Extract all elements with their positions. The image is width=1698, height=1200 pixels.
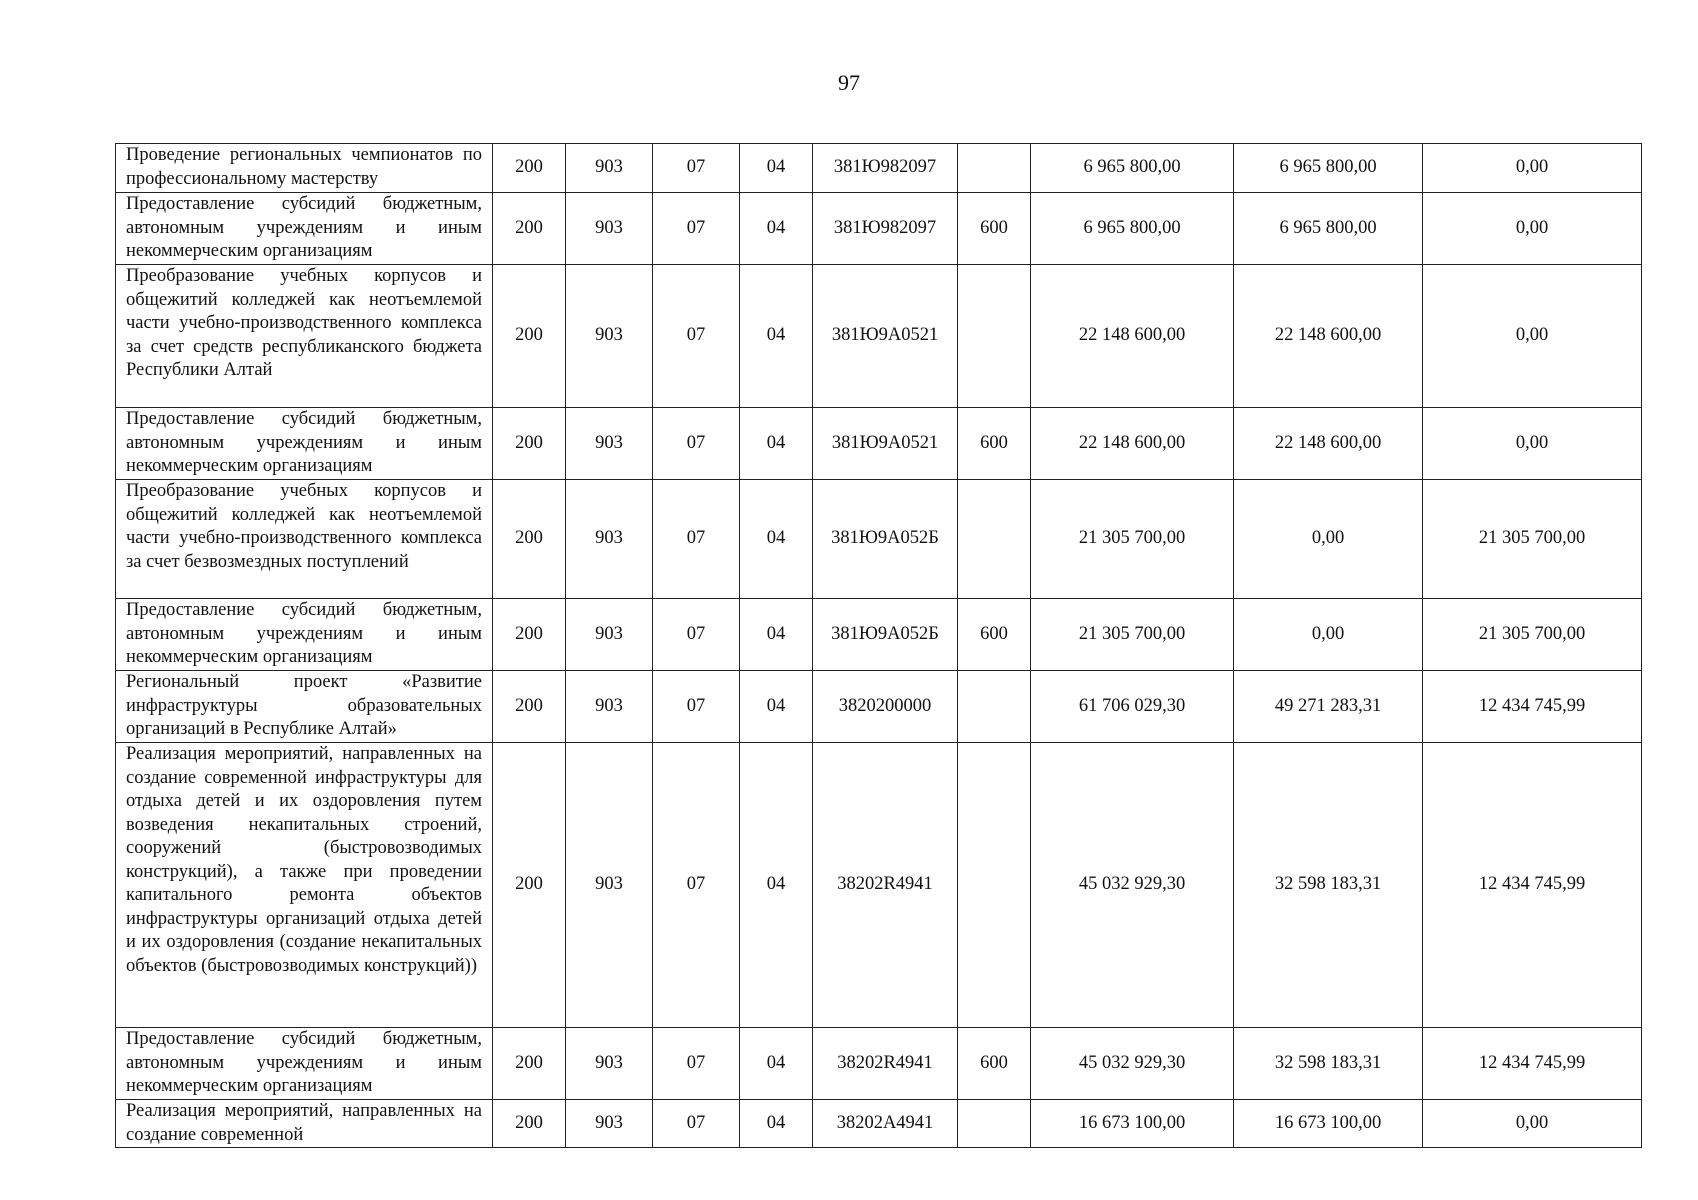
cell-glava: 200 [493,743,566,1028]
cell-amount-budget: 22 148 600,00 [1234,265,1423,408]
cell-target-code: 38202R4941 [813,743,958,1028]
cell-target-code: 3820200000 [813,671,958,743]
row-description: Предоставление субсидий бюджетным, автономным учреждениям и иным некоммерческим организациям [116,408,493,480]
row-description: Преобразование учебных корпусов и общежитий колледжей как неотъемлемой части учебно-производственного комплекса за счет средств республиканского бюджета Республики Алтай [116,265,493,408]
cell-target-code: 381Ю9А052Б [813,480,958,599]
cell-amount-grants: 12 434 745,99 [1423,671,1642,743]
cell-amount-grants: 0,00 [1423,144,1642,193]
table-row [116,408,1642,480]
cell-ved: 903 [566,265,653,408]
cell-amount-grants: 0,00 [1423,193,1642,265]
cell-target-code: 381Ю9А052Б [813,599,958,671]
budget-table-body [116,144,1642,1148]
cell-ved: 903 [566,408,653,480]
cell-amount-total: 6 965 800,00 [1031,144,1234,193]
table-row [116,599,1642,671]
cell-glava: 200 [493,480,566,599]
page-number: 97 [838,70,860,95]
cell-razdel: 07 [653,1028,740,1100]
table-row [116,144,1642,193]
cell-razdel: 07 [653,671,740,743]
cell-ved: 903 [566,1100,653,1148]
cell-amount-total: 22 148 600,00 [1031,265,1234,408]
cell-amount-grants: 12 434 745,99 [1423,743,1642,1028]
cell-expense-type [958,265,1031,408]
cell-amount-budget: 6 965 800,00 [1234,144,1423,193]
cell-expense-type [958,144,1031,193]
table-row [116,1028,1642,1100]
table-row [116,265,1642,408]
cell-amount-budget: 32 598 183,31 [1234,743,1423,1028]
cell-glava: 200 [493,408,566,480]
cell-expense-type [958,480,1031,599]
cell-podrazdel: 04 [740,193,813,265]
row-description: Проведение региональных чемпионатов по профессиональному мастерству [116,144,493,193]
cell-expense-type [958,671,1031,743]
cell-amount-total: 61 706 029,30 [1031,671,1234,743]
cell-expense-type: 600 [958,1028,1031,1100]
cell-amount-budget: 6 965 800,00 [1234,193,1423,265]
row-description: Реализация мероприятий, направленных на создание современной инфраструктуры для отдыха детей и их оздоровления путем возведения некапитальных строений, сооружений (быстровозводимых конструкций), а также при проведении капитального ремонта объектов инфраструктуры организаций отдыха детей и их оздоровления (создание некапитальных объектов (быстровозводимых конструкций)) [116,743,493,1028]
cell-podrazdel: 04 [740,1100,813,1148]
table-row [116,1100,1642,1148]
cell-amount-budget: 16 673 100,00 [1234,1100,1423,1148]
cell-razdel: 07 [653,265,740,408]
cell-ved: 903 [566,743,653,1028]
cell-podrazdel: 04 [740,1028,813,1100]
cell-razdel: 07 [653,408,740,480]
cell-glava: 200 [493,1100,566,1148]
cell-target-code: 381Ю982097 [813,144,958,193]
cell-expense-type [958,743,1031,1028]
cell-amount-budget: 32 598 183,31 [1234,1028,1423,1100]
row-description: Предоставление субсидий бюджетным, автономным учреждениям и иным некоммерческим организациям [116,193,493,265]
cell-amount-total: 6 965 800,00 [1031,193,1234,265]
cell-amount-grants: 0,00 [1423,1100,1642,1148]
cell-glava: 200 [493,144,566,193]
cell-ved: 903 [566,144,653,193]
cell-target-code: 381Ю9А0521 [813,408,958,480]
cell-expense-type: 600 [958,193,1031,265]
cell-razdel: 07 [653,1100,740,1148]
cell-amount-grants: 0,00 [1423,265,1642,408]
cell-razdel: 07 [653,480,740,599]
cell-amount-total: 45 032 929,30 [1031,1028,1234,1100]
cell-target-code: 38202А4941 [813,1100,958,1148]
cell-amount-total: 22 148 600,00 [1031,408,1234,480]
row-description: Предоставление субсидий бюджетным, автономным учреждениям и иным некоммерческим организациям [116,599,493,671]
cell-amount-grants: 12 434 745,99 [1423,1028,1642,1100]
cell-ved: 903 [566,480,653,599]
cell-razdel: 07 [653,743,740,1028]
cell-amount-grants: 21 305 700,00 [1423,480,1642,599]
row-description: Реализация мероприятий, направленных на создание современной [116,1100,493,1148]
table-row [116,743,1642,1028]
cell-expense-type: 600 [958,408,1031,480]
cell-amount-budget: 0,00 [1234,480,1423,599]
cell-podrazdel: 04 [740,743,813,1028]
row-description: Преобразование учебных корпусов и общежитий колледжей как неотъемлемой части учебно-производственного комплекса за счет безвозмездных поступлений [116,480,493,599]
cell-amount-budget: 49 271 283,31 [1234,671,1423,743]
cell-amount-total: 21 305 700,00 [1031,480,1234,599]
cell-podrazdel: 04 [740,671,813,743]
cell-podrazdel: 04 [740,408,813,480]
cell-amount-grants: 21 305 700,00 [1423,599,1642,671]
cell-razdel: 07 [653,599,740,671]
table-row [116,671,1642,743]
cell-amount-total: 16 673 100,00 [1031,1100,1234,1148]
cell-razdel: 07 [653,144,740,193]
cell-podrazdel: 04 [740,480,813,599]
cell-expense-type: 600 [958,599,1031,671]
cell-amount-total: 21 305 700,00 [1031,599,1234,671]
row-description: Региональный проект «Развитие инфраструктуры образовательных организаций в Республике Алтай» [116,671,493,743]
cell-target-code: 38202R4941 [813,1028,958,1100]
cell-target-code: 381Ю982097 [813,193,958,265]
cell-amount-grants: 0,00 [1423,408,1642,480]
cell-ved: 903 [566,671,653,743]
table-row [116,480,1642,599]
cell-target-code: 381Ю9А0521 [813,265,958,408]
cell-ved: 903 [566,193,653,265]
cell-glava: 200 [493,671,566,743]
cell-amount-total: 45 032 929,30 [1031,743,1234,1028]
row-description: Предоставление субсидий бюджетным, автономным учреждениям и иным некоммерческим организациям [116,1028,493,1100]
table-row [116,193,1642,265]
cell-glava: 200 [493,1028,566,1100]
cell-expense-type [958,1100,1031,1148]
cell-podrazdel: 04 [740,265,813,408]
cell-razdel: 07 [653,193,740,265]
cell-glava: 200 [493,193,566,265]
cell-podrazdel: 04 [740,144,813,193]
budget-table [115,143,1642,1148]
cell-glava: 200 [493,599,566,671]
cell-amount-budget: 22 148 600,00 [1234,408,1423,480]
cell-amount-budget: 0,00 [1234,599,1423,671]
cell-podrazdel: 04 [740,599,813,671]
cell-ved: 903 [566,1028,653,1100]
cell-ved: 903 [566,599,653,671]
cell-glava: 200 [493,265,566,408]
